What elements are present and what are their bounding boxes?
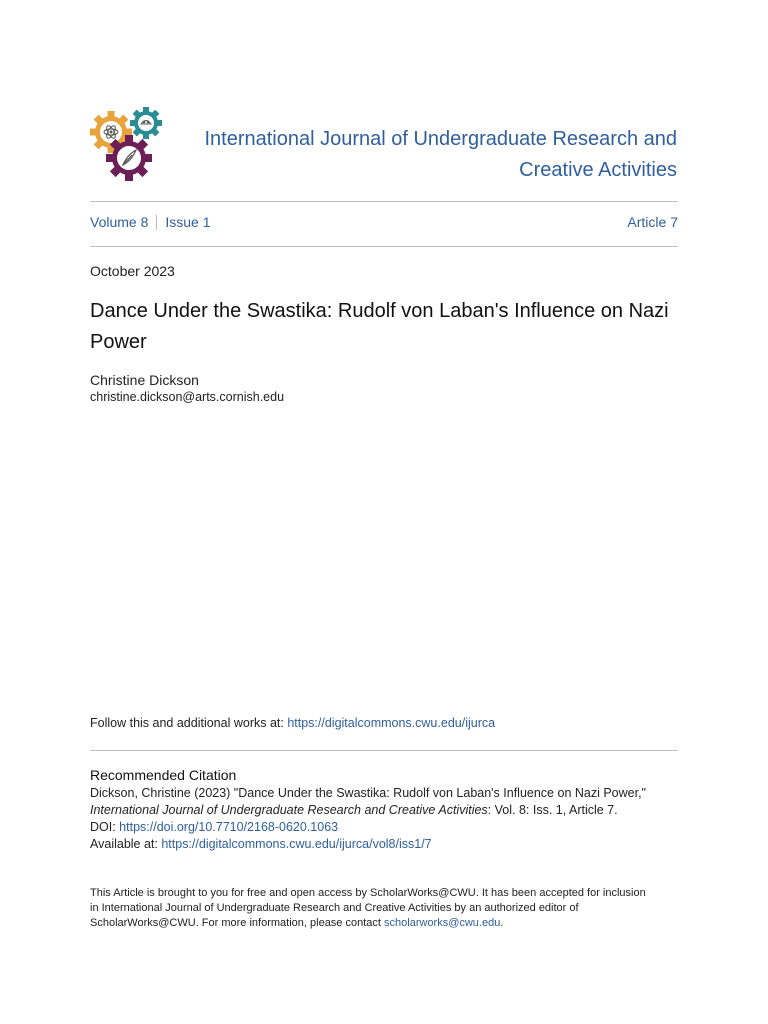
notice-line3 [90, 916, 680, 931]
citation-block [90, 785, 680, 853]
publication-date: October 2023 [90, 263, 175, 279]
journal-title-line2[interactable]: Creative Activities [519, 159, 677, 181]
follow-link[interactable]: https://digitalcommons.cwu.edu/ijurca [287, 716, 496, 730]
citation-doi [90, 819, 680, 836]
access-notice [90, 886, 680, 931]
follow-line [90, 716, 495, 730]
divider [90, 201, 678, 202]
recommended-citation-heading: Recommended Citation [90, 767, 237, 783]
journal-title[interactable] [157, 124, 677, 186]
notice-line1: This Article is brought to you for free and open access by ScholarWorks@CWU. It has been accepted for inclusion [90, 887, 646, 899]
gears-logo-icon [88, 106, 166, 184]
citation-journal: International Journal of Undergraduate Research and Creative Activities [90, 803, 488, 817]
follow-text: Follow this and additional works at: [90, 716, 288, 730]
citation-line1: Dickson, Christine (2023) "Dance Under the Swastika: Rudolf von Laban's Influence on Nazi Power," [90, 786, 646, 800]
article-title-line2: Power [90, 331, 147, 353]
notice-line3-text: ScholarWorks@CWU. For more information, please contact [90, 917, 385, 929]
available-link[interactable]: https://digitalcommons.cwu.edu/ijurca/vol8/iss1/7 [161, 837, 432, 851]
divider [90, 750, 678, 751]
author-name: Christine Dickson [90, 372, 199, 388]
doi-link[interactable]: https://doi.org/10.7710/2168-0620.1063 [119, 820, 339, 834]
separator [156, 215, 157, 230]
notice-line3-end: . [500, 917, 504, 929]
article-number-link[interactable]: Article 7 [627, 214, 678, 230]
issue-info-bar [90, 214, 678, 230]
issue-link[interactable]: Issue 1 [165, 214, 211, 230]
author-email: christine.dickson@arts.cornish.edu [90, 390, 285, 404]
journal-title-line1[interactable]: International Journal of Undergraduate Research and [204, 128, 677, 150]
citation-vol-info: : Vol. 8: Iss. 1, Article 7. [487, 803, 618, 817]
notice-line2: in International Journal of Undergraduate Research and Creative Activities by an authorized editor of [90, 902, 579, 914]
volume-link[interactable]: Volume 8 [90, 214, 149, 230]
article-title-line1: Dance Under the Swastika: Rudolf von Laban's Influence on Nazi [90, 300, 669, 322]
citation-line2 [90, 802, 680, 819]
contact-email-link[interactable]: scholarworks@cwu.edu [384, 917, 501, 929]
article-title [90, 296, 680, 358]
available-label: Available at: [90, 837, 162, 851]
divider [90, 246, 678, 247]
doi-label: DOI: [90, 820, 120, 834]
citation-available [90, 836, 680, 853]
